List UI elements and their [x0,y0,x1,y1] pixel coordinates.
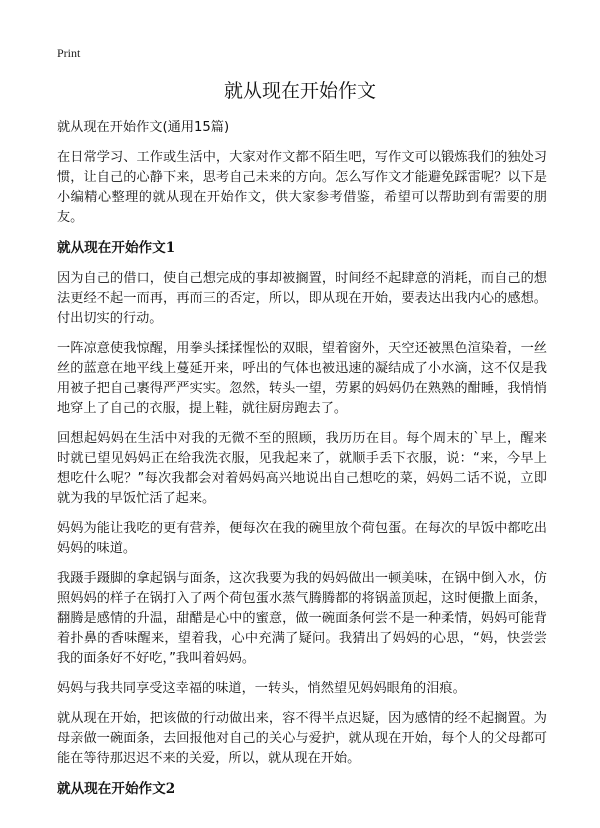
section-heading-2: 就从现在开始作文2 [57,781,176,797]
section-1-paragraph: 妈妈与我共同享受这幸福的味道，一转头，悄然望见妈妈眼角的泪痕。 [57,681,466,696]
section-1-paragraph: 就从现在开始，把该做的行动做出来，容不得半点迟疑，因为感情的经不起搁置。为母亲做一碗面条，去回报他对自己的关心与爱护，就从现在开始，每个人的父母都可能在等待那迟迟不来的关爱，所以，就从现在开始。 [57,711,547,766]
section-1-paragraph: 妈妈为能让我吃的更有营养，便每次在我的碗里放个荷包蛋。在每次的早饭中都吃出妈妈的味道。 [57,521,547,556]
article-body [57,118,547,810]
section-1-paragraph: 我蹑手蹑脚的拿起锅与面条，这次我要为我的妈妈做出一顿美味，在锅中倒入水，仿照妈妈的样子在锅打入了两个荷包蛋水蒸气腾腾都的将锅盖顶起，这时便撒上面条，翻腾是感情的升温，甜醋是心中的蜜意，做一碗面条何尝不是一种柔情，妈妈可能背着扑鼻的香味醒来，望着我，心中充满了疑问。我猜出了妈妈的心思，“妈，快尝尝我的面条好不好吃，”我叫着妈妈。 [57,571,547,666]
section-1-paragraph: 因为自己的借口，使自己想完成的事却被搁置，时间经不起肆意的消耗，而自己的想法更经不起一而再，再而三的否定，所以，即从现在开始，要表达出我内心的感想。付出切实的行动。 [57,271,547,326]
page-title: 就从现在开始作文 [223,80,376,102]
section-1-paragraph: 回想起妈妈在生活中对我的无微不至的照顾，我历历在目。每个周末的`早上，醒来时就已望见妈妈正在给我洗衣服，见我起来了，就顺手丢下衣服，说：“来，今早上想吃什么呢？”每次我都会对着妈妈高兴地说出自己想吃的菜，妈妈二话不说，立即就为我的早饭忙活了起来。 [57,431,547,506]
article-subtitle: 就从现在开始作文(通用15篇) [57,120,230,135]
intro-paragraph: 在日常学习、工作或生活中，大家对作文都不陌生吧，写作文可以锻炼我们的独处习惯，让自己的心静下来，思考自己未来的方向。怎么写作文才能避免踩雷呢？以下是小编精心整理的就从现在开始作文，供大家参考借鉴，希望可以帮助到有需要的朋友。 [57,150,547,225]
section-1-paragraph: 一阵凉意使我惊醒，用拳头揉揉惺忪的双眼，望着窗外，天空还被黑色渲染着，一丝丝的蓝意在地平线上蔓延开来，呼出的气体也被迅速的凝结成了小水滴，这不仅是我用被子把自己裹得严严实实。忽然，转头一望，劳累的妈妈仍在熟熟的酣睡，我悄悄地穿上了自己的衣服，提上鞋，就往厨房跑去了。 [57,341,547,416]
section-heading-1: 就从现在开始作文1 [57,240,176,256]
print-link[interactable]: Print [57,46,81,60]
